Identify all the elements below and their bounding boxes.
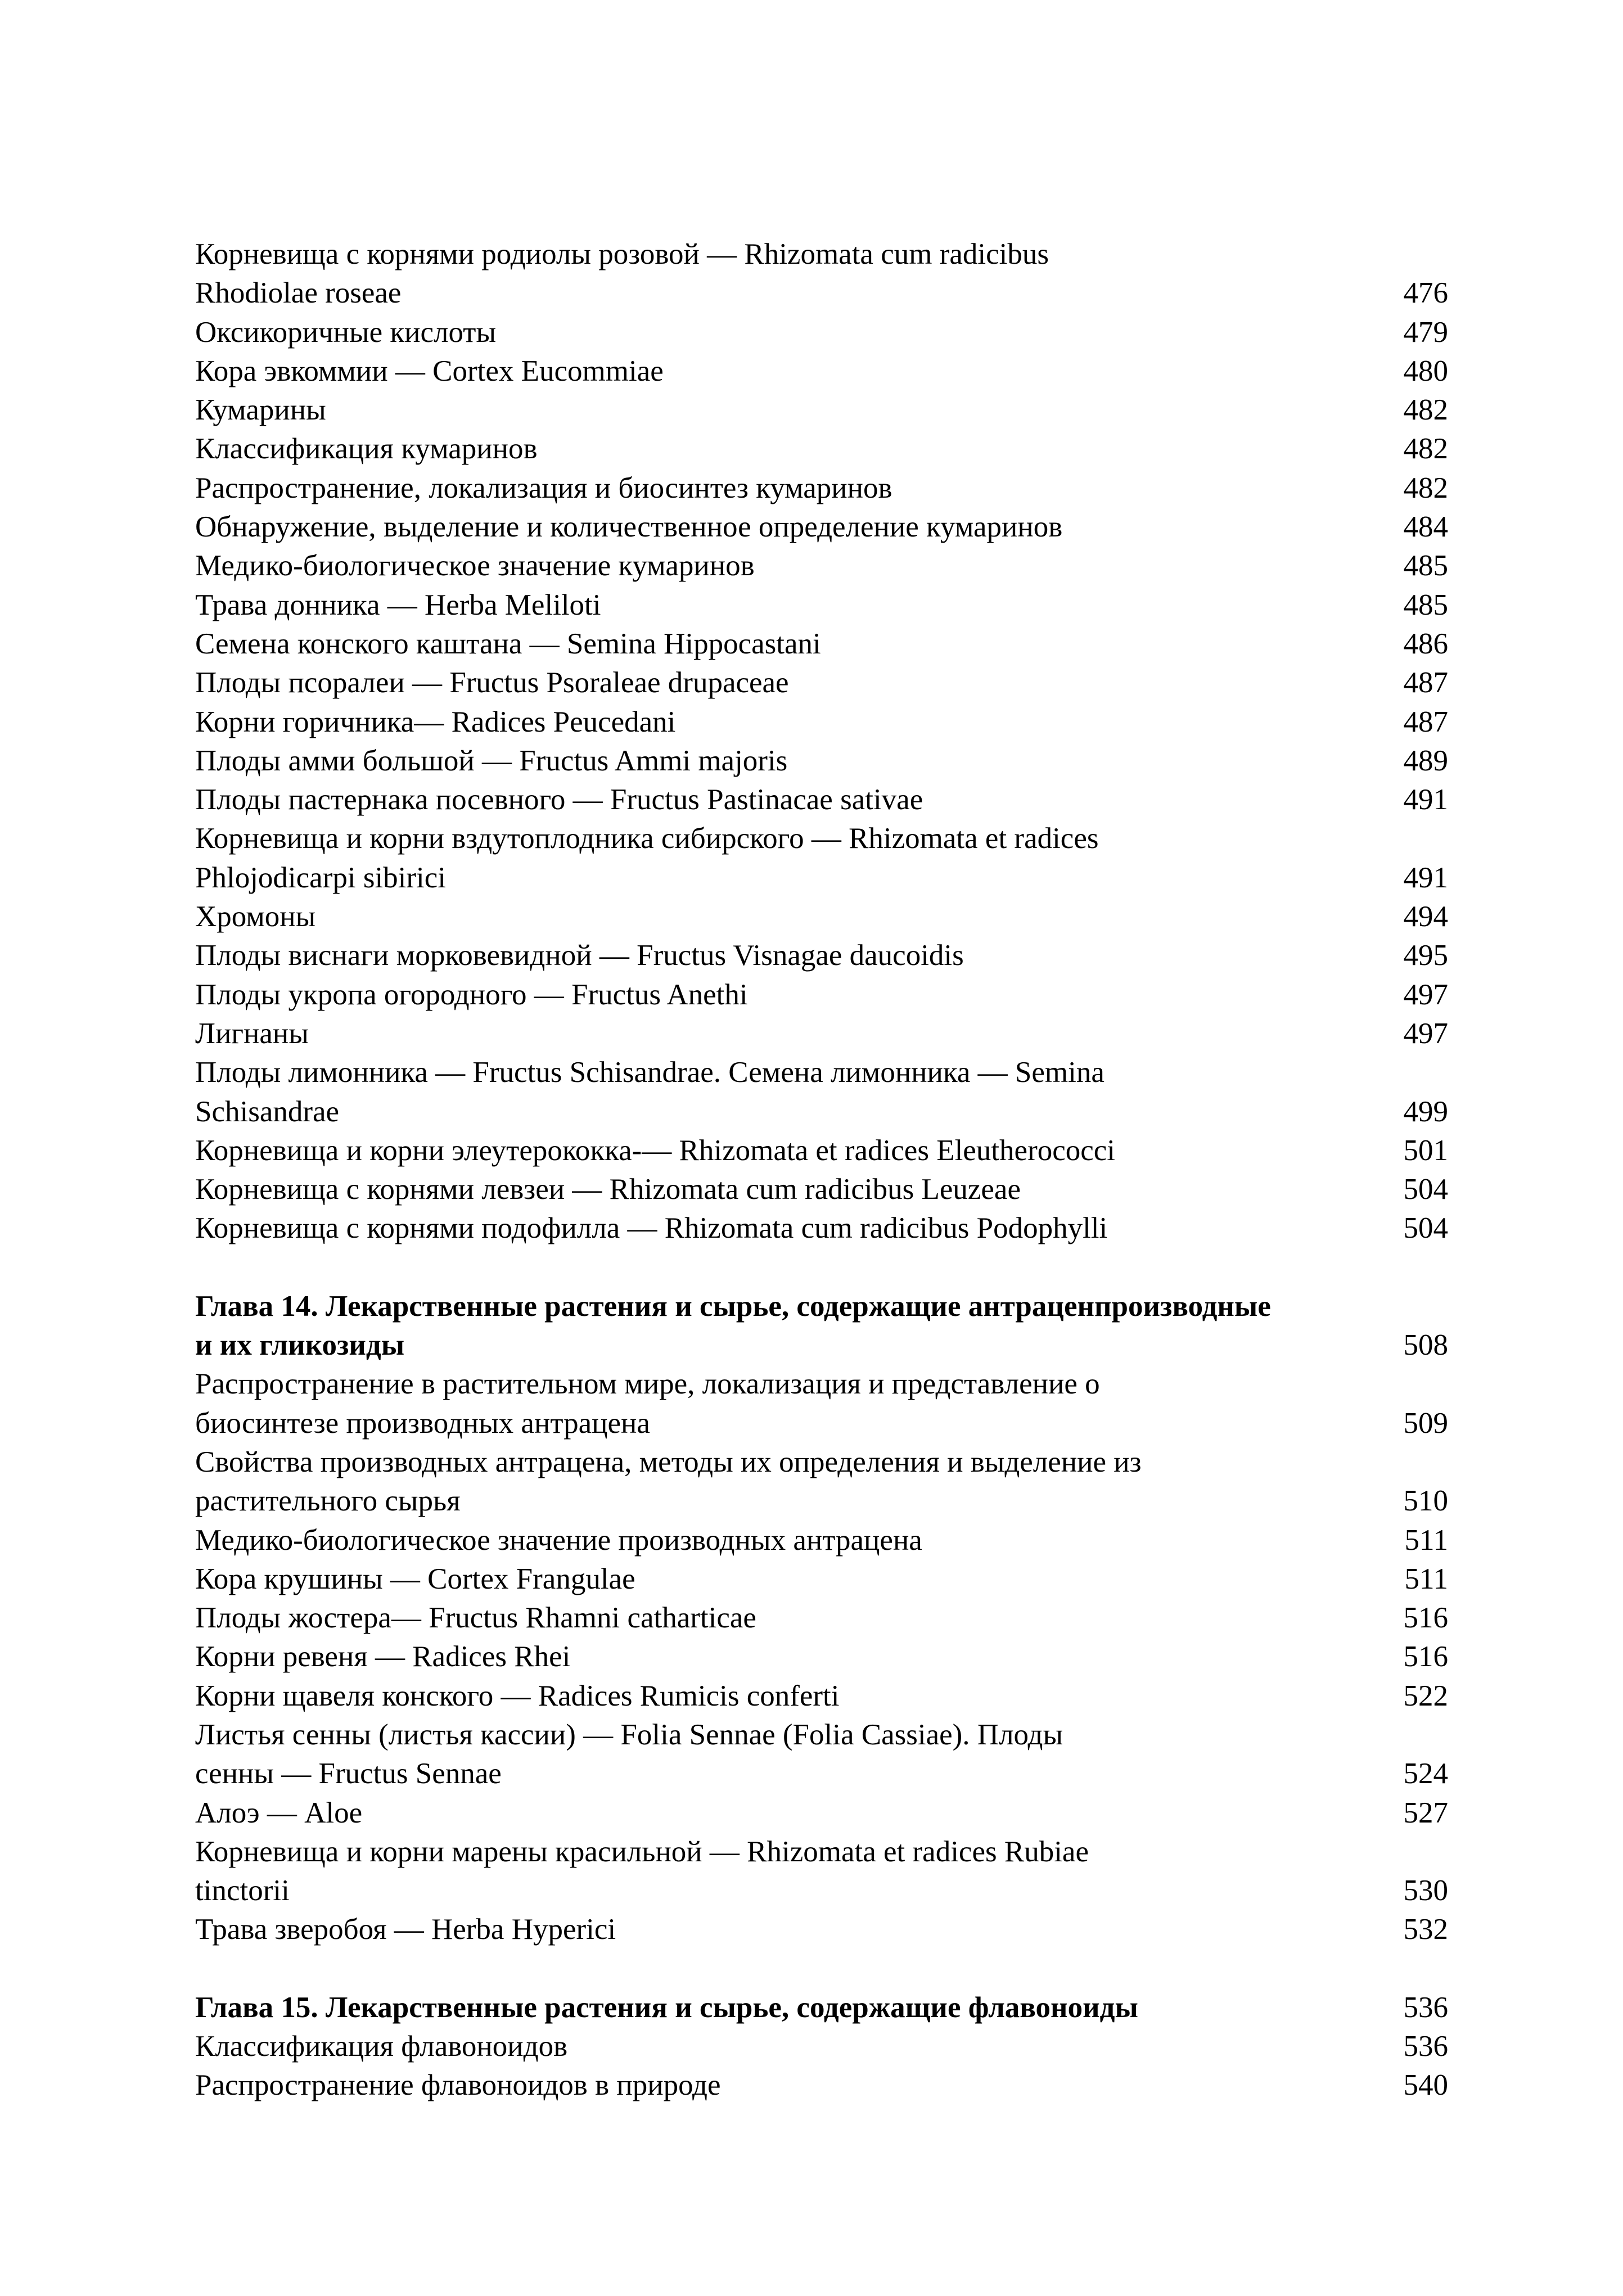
toc-entry (195, 2027, 1448, 2066)
toc-line (195, 1093, 1448, 1131)
toc-entry (195, 1677, 1448, 1716)
toc-line (195, 313, 1448, 352)
toc-entry (195, 976, 1448, 1014)
toc-line (195, 819, 1448, 858)
page-number: 491 (1403, 861, 1448, 894)
entry-title: Корневища и корни вздутоплодника сибирского — Rhizomata et radices (195, 822, 1099, 855)
entry-title: Плоды виснаги морковевидной — Fructus Visnagae daucoidis (195, 939, 964, 972)
entry-title: Корни ревеня — Radices Rhei (195, 1640, 571, 1673)
entry-title: Распространение в растительном мире, локализация и представление о (195, 1368, 1100, 1401)
toc-line (195, 1560, 1448, 1599)
chapter-heading (195, 1287, 1448, 1365)
toc-line (195, 508, 1448, 547)
page-number: 486 (1403, 627, 1448, 660)
page-number: 482 (1403, 432, 1448, 466)
toc-line (195, 1014, 1448, 1053)
page-number: 527 (1403, 1796, 1448, 1829)
entry-title: Медико-биологическое значение кумаринов (195, 549, 755, 583)
toc-line (195, 703, 1448, 742)
toc-line (195, 1638, 1448, 1676)
toc-line (195, 352, 1448, 391)
toc-line (195, 586, 1448, 625)
page-number: 509 (1403, 1406, 1448, 1440)
page-number: 487 (1403, 705, 1448, 738)
toc-line (195, 1287, 1448, 1326)
entry-title: растительного сырья (195, 1485, 461, 1518)
toc-line (195, 664, 1448, 702)
page-number: 501 (1403, 1134, 1448, 1167)
entry-title: Плоды пастернака посевного — Fructus Pastinacae sativae (195, 783, 923, 817)
page-number: 530 (1403, 1874, 1448, 1907)
entry-title: сенны — Fructus Sennae (195, 1757, 502, 1790)
toc-entry (195, 430, 1448, 468)
page-number: 480 (1403, 354, 1448, 387)
toc-entry (195, 1365, 1448, 1443)
toc-entry (195, 781, 1448, 819)
entry-title: Обнаружение, выделение и количественное определение кумаринов (195, 511, 1063, 544)
page-number: 479 (1403, 315, 1448, 349)
toc-line (195, 742, 1448, 781)
toc-entry (195, 547, 1448, 585)
entry-title: Rhodiolae roseae (195, 277, 402, 310)
toc-line (195, 1716, 1448, 1754)
entry-title: Хромоны (195, 900, 316, 933)
toc-line (195, 1482, 1448, 1521)
toc-line (195, 1131, 1448, 1170)
toc-line (195, 1988, 1448, 2027)
entry-title: Phlojodicarpi sibirici (195, 861, 447, 894)
toc-entry (195, 1521, 1448, 1560)
entry-title: Трава зверобоя — Herba Hyperici (195, 1913, 616, 1946)
page-number: 504 (1403, 1173, 1448, 1206)
toc-entry (195, 391, 1448, 430)
toc-entry (195, 2066, 1448, 2105)
entry-title: Schisandrae (195, 1095, 340, 1128)
toc-line (195, 1677, 1448, 1716)
toc-entry (195, 664, 1448, 702)
toc-entry (195, 703, 1448, 742)
page-number: 499 (1403, 1095, 1448, 1128)
toc-entry (195, 1014, 1448, 1053)
page-number: 482 (1403, 394, 1448, 427)
toc-line (195, 1170, 1448, 1209)
toc-line (195, 976, 1448, 1014)
page-number: 522 (1403, 1679, 1448, 1712)
toc-entry (195, 1910, 1448, 1949)
entry-title: Плоды жостера— Fructus Rhamni catharticae (195, 1602, 756, 1635)
entry-title: Трава донника — Herba Meliloti (195, 588, 601, 621)
page-number: 516 (1403, 1602, 1448, 1635)
toc-entry (195, 1638, 1448, 1676)
entry-title: Лигнаны (195, 1017, 309, 1050)
entry-title: Корневища и корни элеутерококка-— Rhizomata et radices Eleutherococci (195, 1134, 1116, 1167)
toc-line (195, 625, 1448, 664)
page-number: 540 (1403, 2069, 1448, 2102)
page-number: 494 (1403, 900, 1448, 933)
toc-entry (195, 1716, 1448, 1794)
page-number: 487 (1403, 666, 1448, 700)
toc-entry (195, 1560, 1448, 1599)
table-of-contents (195, 235, 1448, 2105)
entry-title: Плоды амми большой — Fructus Ammi majoris (195, 744, 788, 777)
toc-entry (195, 1443, 1448, 1521)
entry-title: Корневища с корнями левзеи — Rhizomata cum radicibus Leuzeae (195, 1173, 1021, 1206)
toc-line (195, 1754, 1448, 1793)
entry-title: Медико-биологическое значение производных антрацена (195, 1523, 922, 1557)
toc-entry (195, 1833, 1448, 1911)
toc-entry (195, 1209, 1448, 1248)
toc-line (195, 897, 1448, 936)
toc-line (195, 1443, 1448, 1482)
page-number: 489 (1403, 744, 1448, 777)
entry-title: Алоэ — Aloe (195, 1796, 363, 1829)
toc-line (195, 1599, 1448, 1638)
entry-title: Распространение, локализация и биосинтез кумаринов (195, 471, 892, 504)
page-number: 511 (1404, 1523, 1448, 1557)
entry-title: Классификация кумаринов (195, 432, 538, 466)
chapter-heading (195, 1988, 1448, 2027)
page-number: 504 (1403, 1212, 1448, 1245)
toc-line (195, 1871, 1448, 1910)
toc-line (195, 1209, 1448, 1248)
toc-entry (195, 1053, 1448, 1131)
toc-line (195, 391, 1448, 430)
entry-title: Распространение флавоноидов в природе (195, 2069, 721, 2102)
toc-entry (195, 1599, 1448, 1638)
entry-title: биосинтезе производных антрацена (195, 1406, 650, 1440)
chapter-title: и их гликозиды (195, 1329, 405, 1362)
toc-line (195, 274, 1448, 313)
toc-line (195, 2027, 1448, 2066)
entry-title: Плоды укропа огородного — Fructus Anethi (195, 978, 748, 1011)
page-number: 476 (1403, 277, 1448, 310)
page-number: 516 (1403, 1640, 1448, 1673)
toc-entry (195, 936, 1448, 975)
entry-title: Кумарины (195, 394, 326, 427)
toc-line (195, 1833, 1448, 1871)
toc-line (195, 2066, 1448, 2105)
toc-line (195, 547, 1448, 585)
entry-title: Корни щавеля конского — Radices Rumicis conferti (195, 1679, 840, 1712)
toc-line (195, 1326, 1448, 1365)
page-number: 497 (1403, 978, 1448, 1011)
chapter-title: Глава 15. Лекарственные растения и сырье, содержащие флавоноиды (195, 1991, 1138, 2024)
page-number: 511 (1404, 1562, 1448, 1595)
toc-line (195, 1404, 1448, 1443)
toc-entry (195, 469, 1448, 508)
toc-entry (195, 235, 1448, 313)
page-number: 536 (1403, 1991, 1448, 2024)
entry-title: Корневища и корни марены красильной — Rhizomata et radices Rubiae (195, 1835, 1089, 1868)
entry-title: Корни горичника— Radices Peucedani (195, 705, 676, 738)
toc-line (195, 469, 1448, 508)
toc-entry (195, 742, 1448, 781)
page-number: 510 (1403, 1485, 1448, 1518)
toc-line (195, 936, 1448, 975)
entry-title: tinctorii (195, 1874, 290, 1907)
toc-line (195, 781, 1448, 819)
entry-title: Корневища с корнями подофилла — Rhizomata cum radicibus Podophylli (195, 1212, 1108, 1245)
entry-title: Оксикоричные кислоты (195, 315, 497, 349)
toc-line (195, 1365, 1448, 1404)
page-number: 495 (1403, 939, 1448, 972)
chapter-title: Глава 14. Лекарственные растения и сырье, содержащие антраценпроизводные (195, 1289, 1271, 1323)
toc-entry (195, 625, 1448, 664)
page-number: 532 (1403, 1913, 1448, 1946)
entry-title: Кора эвкоммии — Cortex Eucommiae (195, 354, 664, 387)
page-number: 485 (1403, 588, 1448, 621)
page-number: 497 (1403, 1017, 1448, 1050)
toc-entry (195, 1170, 1448, 1209)
toc-line (195, 1521, 1448, 1560)
entry-title: Листья сенны (листья кассии) — Folia Sennae (Folia Cassiae). Плоды (195, 1718, 1063, 1751)
entry-title: Кора крушины — Cortex Frangulae (195, 1562, 635, 1595)
entry-title: Корневища с корнями родиолы розовой — Rhizomata cum radicibus (195, 238, 1049, 270)
toc-line (195, 1910, 1448, 1949)
page-number: 491 (1403, 783, 1448, 817)
toc-entry (195, 819, 1448, 897)
toc-entry (195, 352, 1448, 391)
entry-title: Классификация флавоноидов (195, 2030, 568, 2063)
page-number: 508 (1403, 1329, 1448, 1362)
entry-title: Плоды псоралеи — Fructus Psoraleae drupaceae (195, 666, 789, 700)
toc-line (195, 859, 1448, 897)
page-number: 484 (1403, 511, 1448, 544)
entry-title: Плоды лимонника — Fructus Schisandrae. Семена лимонника — Semina (195, 1056, 1104, 1089)
toc-entry (195, 897, 1448, 936)
page-number: 524 (1403, 1757, 1448, 1790)
toc-line (195, 1053, 1448, 1092)
entry-title: Свойства производных антрацена, методы их определения и выделение из (195, 1445, 1142, 1478)
toc-line (195, 430, 1448, 468)
toc-entry (195, 1794, 1448, 1833)
toc-line (195, 235, 1448, 274)
entry-title: Семена конского каштана — Semina Hippocastani (195, 627, 821, 660)
toc-line (195, 1794, 1448, 1833)
toc-entry (195, 508, 1448, 547)
toc-entry (195, 1131, 1448, 1170)
toc-entry (195, 313, 1448, 352)
page-number: 485 (1403, 549, 1448, 583)
page-number: 536 (1403, 2030, 1448, 2063)
toc-entry (195, 586, 1448, 625)
page-number: 482 (1403, 471, 1448, 504)
